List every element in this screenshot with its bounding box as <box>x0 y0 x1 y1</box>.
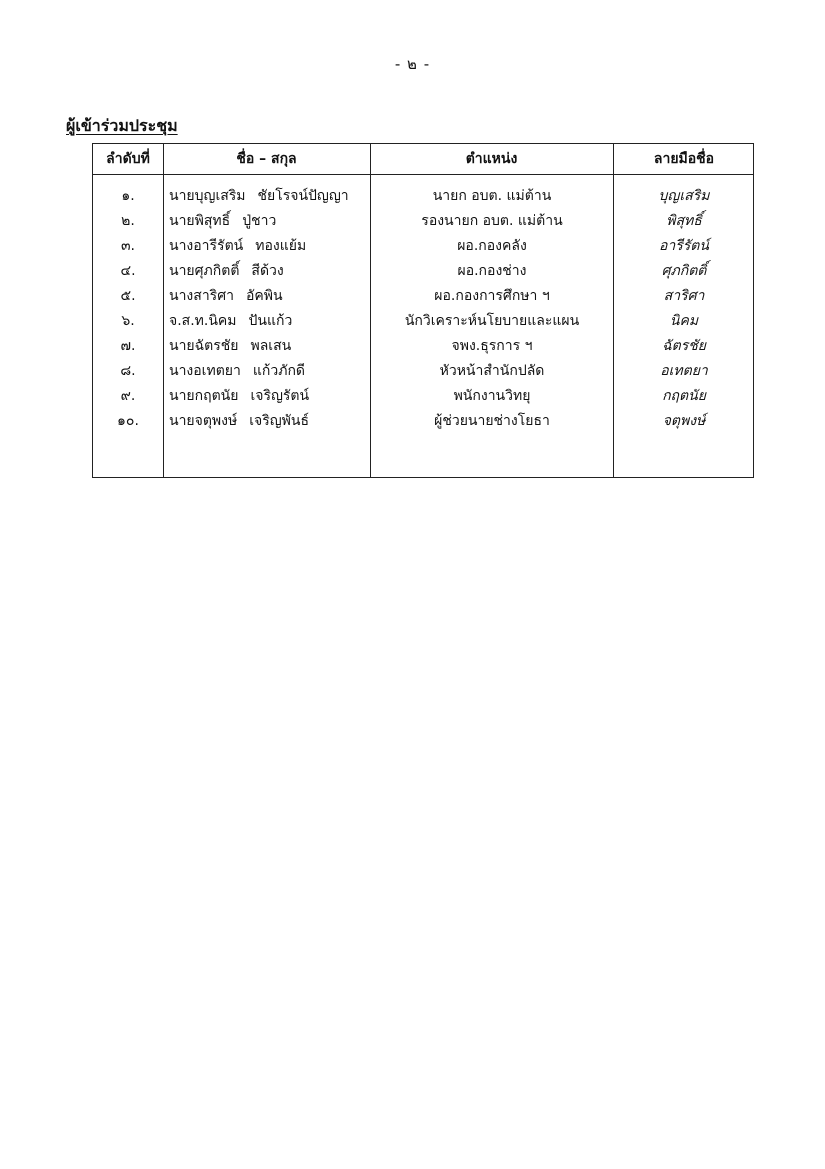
row-number: ๘. <box>120 363 136 379</box>
row-number: ๕. <box>120 288 136 304</box>
table-row <box>93 309 753 334</box>
attendee-name <box>169 184 364 209</box>
table-row <box>93 334 753 359</box>
attendee-signature: อเทตยา <box>660 363 708 379</box>
attendee-position: ผอ.กองช่าง <box>457 263 527 279</box>
attendee-position: ผอ.กองคลัง <box>457 238 527 254</box>
attendee-name <box>169 309 364 334</box>
first-name: นายฉัตรชัย <box>169 338 239 354</box>
attendee-name <box>169 234 364 259</box>
last-name: แก้วภักดี <box>252 363 306 379</box>
first-name: นายศุภกิตติ์ <box>169 263 240 279</box>
attendee-name <box>169 384 364 409</box>
last-name: สีด้วง <box>251 263 284 279</box>
first-name: นายพิสุทธิ์ <box>169 213 231 229</box>
table-row <box>93 209 753 234</box>
first-name: นางอารีรัตน์ <box>169 238 244 254</box>
attendee-name <box>169 334 364 359</box>
row-number: ๑. <box>121 188 135 204</box>
header-signature: ลายมือชื่อ <box>653 151 715 167</box>
row-number: ๗. <box>120 338 136 354</box>
last-name: ทองแย้ม <box>255 238 307 254</box>
attendee-signature: บุญเสริม <box>658 188 710 204</box>
section-title: ผู้เข้าร่วมประชุม <box>66 116 178 135</box>
last-name: อัคพิน <box>245 288 283 304</box>
table-row <box>93 259 753 284</box>
last-name: ปันแก้ว <box>248 313 293 329</box>
first-name: นายจตุพงษ์ <box>169 413 238 429</box>
attendee-name <box>169 409 364 434</box>
row-number: ๒. <box>121 213 135 229</box>
row-number: ๙. <box>120 388 136 404</box>
attendee-signature: ศุภกิตติ์ <box>661 263 707 279</box>
first-name: นายบุญเสริม <box>169 188 246 204</box>
attendee-name <box>169 259 364 284</box>
attendees-table <box>92 143 754 478</box>
header-name: ชื่อ – สกุล <box>236 151 297 167</box>
row-number: ๓. <box>120 238 136 254</box>
table-row <box>93 384 753 409</box>
first-name: นางอเทตยา <box>169 363 241 379</box>
last-name: พลเสน <box>250 338 292 354</box>
page-number: - ๒ - <box>394 55 431 73</box>
attendee-signature: ฉัตรชัย <box>662 338 706 354</box>
attendee-position: นักวิเคราะห์นโยบายและแผน <box>404 313 580 329</box>
table-row <box>93 234 753 259</box>
header-position: ตำแหน่ง <box>465 151 518 167</box>
row-number: ๔. <box>120 263 136 279</box>
first-name: จ.ส.ท.นิคม <box>169 313 237 329</box>
table-row <box>93 184 753 209</box>
header-divider <box>93 174 753 175</box>
last-name: เจริญรัตน์ <box>250 388 310 404</box>
attendee-name <box>169 359 364 384</box>
attendee-position: ผอ.กองการศึกษา ฯ <box>434 288 550 304</box>
attendee-name <box>169 284 364 309</box>
first-name: นางสาริศา <box>169 288 234 304</box>
attendee-position: ผู้ช่วยนายช่างโยธา <box>434 413 550 429</box>
table-row <box>93 284 753 309</box>
attendee-signature: อารีรัตน์ <box>659 238 709 254</box>
last-name: เจริญพันธ์ <box>249 413 310 429</box>
table-row <box>93 359 753 384</box>
attendee-position: นายก อบต. แม่ต้าน <box>432 188 552 204</box>
table-row <box>93 409 753 434</box>
attendee-name <box>169 209 364 234</box>
last-name: ชัยโรจน์ปัญญา <box>257 188 349 204</box>
attendee-signature: นิคม <box>669 313 699 329</box>
first-name: นายกฤตนัย <box>169 388 239 404</box>
attendee-position: พนักงานวิทยุ <box>453 388 531 404</box>
row-number: ๑๐. <box>117 413 139 429</box>
attendee-position: รองนายก อบต. แม่ต้าน <box>421 213 563 229</box>
last-name: ปู่ชาว <box>242 213 277 229</box>
row-number: ๖. <box>121 313 135 329</box>
header-no: ลำดับที่ <box>106 151 150 167</box>
attendee-signature: กฤตนัย <box>662 388 706 404</box>
attendee-position: จพง.ธุรการ ฯ <box>451 338 533 354</box>
attendee-signature: สาริศา <box>663 288 705 304</box>
attendee-signature: จตุพงษ์ <box>662 413 706 429</box>
attendee-position: หัวหน้าสำนักปลัด <box>439 363 545 379</box>
attendee-signature: พิสุทธิ์ <box>666 213 702 229</box>
